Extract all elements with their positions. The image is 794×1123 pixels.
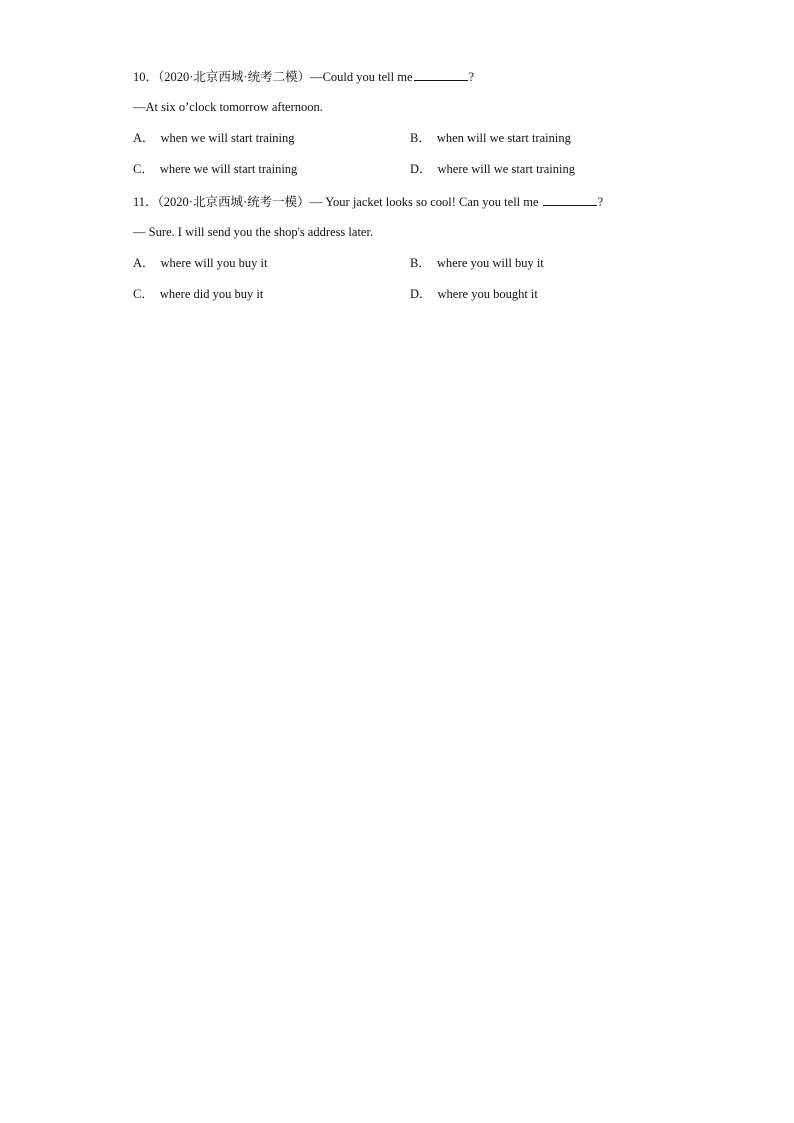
question-10-option-a [133,130,295,146]
question-mark: ? [468,70,475,84]
question-source: （2020·北京西城·统考一模） [157,195,310,209]
option-letter: B． [410,131,431,145]
question-number: 11． [133,195,158,209]
option-letter: D． [410,162,432,176]
question-11-reply: — Sure. I will send you the shop's address later. [133,225,374,239]
option-letter: B． [410,256,431,270]
question-11-option-a [133,255,267,271]
question-10-stem [133,68,474,85]
option-text: where we will start training [159,162,298,176]
question-10-option-c [133,161,297,177]
question-text: —Could you tell me [310,70,413,84]
option-letter: D． [410,287,432,301]
question-11-stem [133,193,603,210]
question-number: 10． [133,70,159,84]
question-11-option-c [133,286,263,302]
question-text: — Your jacket looks so cool! Can you tell me [309,195,539,209]
question-11-option-d [410,286,538,302]
question-10-option-d [410,161,575,177]
option-letter: A． [133,256,155,270]
answer-blank [543,193,597,206]
question-mark: ? [597,195,604,209]
question-10-reply: —At six o’clock tomorrow afternoon. [133,100,323,114]
question-10-option-b [410,130,571,146]
option-text: where will we start training [437,162,575,176]
option-text: where did you buy it [159,287,264,301]
option-text: when will we start training [436,131,571,145]
question-source: （2020·北京西城·统考二模） [158,70,311,84]
answer-blank [414,68,468,81]
option-letter: C． [133,287,154,301]
option-text: where you bought it [437,287,538,301]
option-letter: C． [133,162,154,176]
question-11-option-b [410,255,544,271]
option-letter: A． [133,131,155,145]
option-text: where will you buy it [160,256,268,270]
option-text: where you will buy it [436,256,544,270]
option-text: when we will start training [160,131,295,145]
